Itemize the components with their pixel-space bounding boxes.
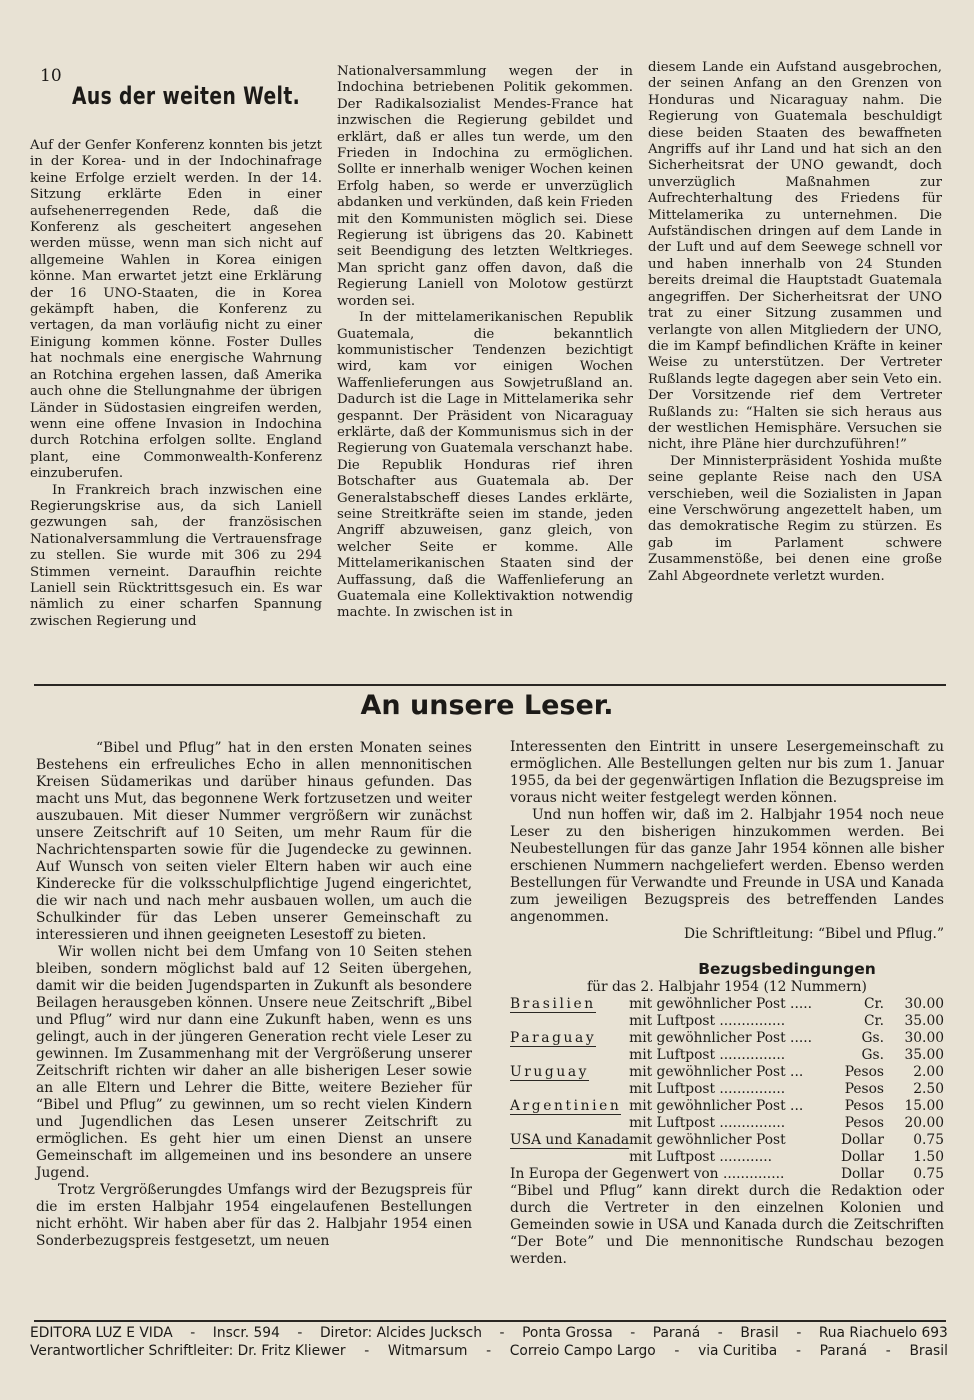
price-amount: 2.00 xyxy=(913,1064,944,1080)
country-label: USA und Kanada xyxy=(510,1132,630,1148)
price-row xyxy=(510,1115,944,1132)
separator: - xyxy=(795,1343,801,1359)
country-label: Paraguay xyxy=(510,1030,597,1046)
imprint-part: Brasil xyxy=(909,1343,948,1359)
paragraph: In der mittelamerikanischen Republik Guatemala, die bekanntlich kommunistischer Tendenzen bezichtigt wird, kam vor einigen Wochen Waffenlieferungen aus Sowjetrußland an. Dadurch ist die Lage in Mittelamerika sehr gespannt. Der Präsident von Nicaraguay erklärte, daß der Kommunismus sich in der Regierung von Guatemala verschanzt habe. Die Republik Honduras rief ihren Botschafter aus Guatemala ab. Der Generalstabscheff dieses Landes erklärte, seine Streitkräfte seien im stande, jeden Angriff abzuweisen, ganz gleich, von welcher Seite er komme. Alle Mittelamerikanischen Staaten sind der Auffassung, daß die Waffenlieferung an Guatemala eine Kollektivaktion notwendig machte. In zwischen ist in xyxy=(337,310,633,621)
paragraph: “Bibel und Pflug” hat in den ersten Monaten seines Bestehens ein erfreuliches Echo in allen mennonitischen Kreisen Südamerikas und darüber hinaus gefunden. Das macht uns Mut, das begonnene Werk fortzusetzen und weiter auszubauen. Mit dieser Nummer vergrößern wir zunächst unsere Zeitschrift auf 10 Seiten, um mehr Raum für die Nachrichtensparten sowie für die Jugendecke zu gewinnen. Auf Wunsch von seiten vieler Eltern haben wir auch eine Kinderecke für die volksschulpflichtige Jugend eingerichtet, die wir nach und nach mehr ausbauen wollen, um auch die Schulkinder für das Leben unserer Gemeinschaft zu interessieren und ihnen geeigneten Lesestoff zu bieten. xyxy=(36,740,472,943)
separator: - xyxy=(885,1343,891,1359)
leser-column-right xyxy=(510,739,944,1268)
paragraph: Trotz Vergrößerungdes Umfangs wird der Bezugspreis für die im ersten Halbjahr 1954 eingelaufenen Bestellungen nicht erhöht. Wir haben aber für das 2. Halbjahr 1954 einen Sonderbezugspreis festgesetzt, um neuen xyxy=(36,1182,472,1249)
price-row xyxy=(510,1149,944,1166)
divider-top xyxy=(34,684,946,686)
imprint-part: Correio Campo Largo xyxy=(509,1343,656,1359)
price-currency: Gs. xyxy=(861,1047,884,1063)
price-country xyxy=(510,996,629,1013)
price-mode: mit gewöhnlicher Post xyxy=(629,1132,786,1148)
price-country xyxy=(510,1166,836,1183)
separator: - xyxy=(486,1343,492,1359)
price-mode: mit gewöhnlicher Post ... xyxy=(629,1064,804,1080)
imprint-line-1 xyxy=(30,1324,948,1342)
section-title: Aus der weiten Welt. xyxy=(72,82,301,110)
price-row xyxy=(510,1098,944,1115)
price-country xyxy=(510,1115,629,1132)
price-currency: Pesos xyxy=(844,1098,884,1114)
separator: - xyxy=(364,1343,370,1359)
paragraph: Interessenten den Eintritt in unsere Lesergemeinschaft zu ermöglichen. Alle Bestellungen gelten nur bis zum 1. Januar 1955, da bei der gegenwärtigen Inflation die Bezugspreise im voraus nicht weiter festgelegt werden können. xyxy=(510,739,944,806)
price-mode: mit Luftpost ............... xyxy=(629,1081,786,1097)
imprint-part: Brasil xyxy=(740,1325,779,1341)
paragraph: Auf der Genfer Konferenz konnten bis jetzt in der Korea- und in der Indochinafrage keine Erfolge erzielt werden. In der 14. Sitzung erklärte Eden in einer aufsehenerregenden Rede, daß die Konferenz als gescheitert angesehen werden müsse, wenn man sich nicht auf allgemeine Wahlen in Korea einigen könne. Man erwartet jetzt eine Erklärung der 16 UNO-Staaten, die in Korea gekämpft haben, die Konferenz zu vertagen, da man vorläufig nicht zu einer Einigung kommen könne. Foster Dulles hat nochmals eine energische Wahrnung an Rotchina ergehen lassen, daß Amerika auch ohne die Stellungnahme der übrigen Länder in Südostasien eingreifen werden, wenn eine offene Invasion in Indochina durch Rotchina erfolgen sollte. England plant, eine Commonwealth-Konferenz einzuberufen. xyxy=(30,138,322,482)
separator: - xyxy=(297,1325,303,1341)
price-country xyxy=(510,1064,629,1081)
divider-bottom xyxy=(34,1320,946,1322)
imprint xyxy=(30,1324,948,1360)
column-1 xyxy=(30,138,322,630)
imprint-part: Witmarsum xyxy=(387,1343,468,1359)
paragraph: diesem Lande ein Aufstand ausgebrochen, der seinen Anfang an den Grenzen von Honduras und Nicaraguay nahm. Die Regierung von Guatemala beschuldigt diese beiden Staaten des bewaffneten Angriffs auf ihr Land und hat sich an den Sicherheitsrat der UNO gewandt, doch unverzüglich Maßnahmen zur Aufrechterhaltung des Friedens für Mittelamerika zu unternehmen. Die Aufständischen dringen auf dem Lande in der Luft und auf dem Seewege schnell vor und haben innerhalb von 24 Stunden bereits dreimal die Hauptstadt Guatemala angegriffen. Der Sicherheitsrat der UNO trat zu einer Sitzung zusammen und verlangte von allen Mitgliedern der UNO, die im Kampf befindlichen Kräfte in keiner Weise zu unterstützen. Der Vertreter Rußlands legte dagegen aber sein Veto ein. Der Vorsitzende rief dem Vertreter Rußlands zu: “Halten sie sich heraus aus der westlichen Hemisphäre. Versuchen sie nicht, ihre Pläne hier durchzuführen!” xyxy=(648,60,942,453)
price-amount: 30.00 xyxy=(904,1030,944,1046)
bezug-footer: “Bibel und Pflug” kann direkt durch die Redaktion oder durch die Vertreter in den einzelnen Kolonien und Gemeinden sowie in USA und Kanada durch die Zeitschriften “Der Bote” und Die mennonitische Rundschau bezogen werden. xyxy=(510,1183,944,1267)
page-number: 10 xyxy=(40,66,62,86)
bezug-intro: für das 2. Halbjahr 1954 (12 Nummern) xyxy=(587,979,867,995)
price-amount: 0.75 xyxy=(913,1132,944,1148)
price-currency: Pesos xyxy=(844,1064,884,1080)
price-row xyxy=(510,1166,944,1183)
price-row xyxy=(510,996,944,1013)
separator: - xyxy=(499,1325,505,1341)
imprint-part: Ponta Grossa xyxy=(522,1325,613,1341)
separator: - xyxy=(717,1325,723,1341)
separator: - xyxy=(674,1343,680,1359)
price-amount: 0.75 xyxy=(913,1166,944,1182)
paragraph: Der Minnisterpräsident Yoshida mußte seine geplante Reise nach den USA verschieben, weil die Sozialisten in Japan eine Verschwörung angezettelt haben, um das demokratische Regim zu stürzen. Es gab im Parlament schwere Zusammenstöße, bei denen eine große Zahl Abgeordnete verletzt wurden. xyxy=(648,453,942,584)
price-amount: 30.00 xyxy=(904,996,944,1012)
column-3 xyxy=(648,60,942,585)
price-row xyxy=(510,1030,944,1047)
price-mode: mit Luftpost ............... xyxy=(629,1115,786,1131)
price-currency: Pesos xyxy=(844,1081,884,1097)
price-row xyxy=(510,1132,944,1149)
bezug-title: Bezugsbedingungen xyxy=(698,960,876,978)
price-currency: Cr. xyxy=(863,1013,884,1029)
separator: - xyxy=(190,1325,196,1341)
imprint-part: EDITORA LUZ E VIDA xyxy=(30,1325,173,1341)
imprint-part: Inscr. 594 xyxy=(212,1325,280,1341)
paragraph: Wir wollen nicht bei dem Umfang von 10 Seiten stehen bleiben, sondern möglichst bald auf 12 Seiten übergehen, damit wir die beiden Jugendsparten in Zukunft als besondere Beilagen herausgeben können. Unsere neue Zeitschrift „Bibel und Pflug” wird nur dann eine Zukunft haben, wenn es uns gelingt, auch in der jüngeren Generation recht viele Leser zu gewinnen. Im Zusammenhang mit der Vergrößerung unserer Zeitschrift richten wir daher an alle bisherigen Leser sowie an alle Eltern und Lehrer die Bitte, weitere Bezieher für “Bibel und Pflug” zu gewinnen, um so recht vielen Kindern und Jugendlichen das Lesen unserer Zeitschrift zu ermöglichen. Es geht hier um einen Dienst an unsere Gemeinschaft im allgemeinen und ins besondere an unsere Jugend. xyxy=(36,944,472,1181)
price-mode: mit gewöhnlicher Post ..... xyxy=(629,1030,812,1046)
price-row xyxy=(510,1047,944,1064)
price-row xyxy=(510,1064,944,1081)
price-currency: Cr. xyxy=(863,996,884,1012)
price-table xyxy=(510,996,944,1183)
price-amount: 35.00 xyxy=(904,1047,944,1063)
country-label: Uruguay xyxy=(510,1064,590,1080)
price-currency: Dollar xyxy=(840,1166,884,1182)
price-mode: mit Luftpost ............... xyxy=(629,1047,786,1063)
leser-column-left xyxy=(36,740,472,1250)
price-amount: 15.00 xyxy=(904,1098,944,1114)
price-country xyxy=(510,1013,629,1030)
paragraph: In Frankreich brach inzwischen eine Regierungskrise aus, da sich Laniell gezwungen sah, der französischen Nationalversammlung die Vertrauensfrage zu stellen. Sie wurde mit 306 zu 294 Stimmen verneint. Daraufhin reichte Laniell sein Rücktrittsgesuch ein. Es war nämlich zu einer scharfen Spannung zwischen Regierung und xyxy=(30,482,322,629)
column-2 xyxy=(337,64,633,622)
signature: Die Schriftleitung: “Bibel und Pflug.” xyxy=(684,926,944,942)
price-amount: 35.00 xyxy=(904,1013,944,1029)
price-currency: Pesos xyxy=(844,1115,884,1131)
paragraph: Nationalversammlung wegen der in Indochina betriebenen Politik gekommen. Der Radikalsozialist Mendes-France hat inzwischen die Regierung gebildet und erklärt, daß er alles tun werde, um den Frieden in Indochina zu ermöglichen. Sollte er innerhalb weniger Wochen keinen Erfolg haben, so werde er unverzüglich abdanken und verkünden, daß kein Frieden mit den Kommunisten möglich sei. Diese Regierung ist übrigens das 20. Kabinett seit Beendigung des letzten Weltkrieges. Man spricht ganz offen davon, daß die Regierung Laniell von Molotow gestürzt worden sei. xyxy=(337,64,633,309)
imprint-part: Paraná xyxy=(819,1343,868,1359)
price-currency: Gs. xyxy=(861,1030,884,1046)
price-mode: mit Luftpost ............ xyxy=(629,1149,773,1165)
separator: - xyxy=(796,1325,802,1341)
headline: An unsere Leser. xyxy=(360,690,614,721)
price-country xyxy=(510,1149,629,1166)
country-label: Argentinien xyxy=(510,1098,622,1114)
price-country xyxy=(510,1081,629,1098)
price-country xyxy=(510,1132,629,1149)
imprint-part: via Curitiba xyxy=(698,1343,778,1359)
separator: - xyxy=(630,1325,636,1341)
price-amount: 2.50 xyxy=(913,1081,944,1097)
price-mode: mit gewöhnlicher Post ... xyxy=(629,1098,804,1114)
paragraph: Und nun hoffen wir, daß im 2. Halbjahr 1954 noch neue Leser zu den bisherigen hinzukommen werden. Bei Neubestellungen für das ganze Jahr 1954 können alle bisher erschienen Nummern nachgeliefert werden. Ebenso werden Bestellungen für Verwandte und Freunde in USA und Kanada zum jeweiligen Bezugspreis des betreffenden Landes angenommen. xyxy=(510,807,944,925)
price-currency: Dollar xyxy=(840,1132,884,1148)
country-label: In Europa der Gegenwert von xyxy=(510,1166,719,1182)
price-mode: mit Luftpost ............... xyxy=(629,1013,786,1029)
imprint-line-2 xyxy=(30,1342,948,1360)
imprint-part: Diretor: Alcides Jucksch xyxy=(319,1325,482,1341)
price-mode: mit gewöhnlicher Post ..... xyxy=(629,996,812,1012)
imprint-part: Rua Riachuelo 693 xyxy=(818,1325,948,1341)
price-amount: 1.50 xyxy=(913,1149,944,1165)
price-country xyxy=(510,1098,629,1115)
imprint-part: Verantwortlicher Schriftleiter: Dr. Fritz Kliewer xyxy=(30,1343,346,1359)
price-row xyxy=(510,1081,944,1098)
imprint-part: Paraná xyxy=(652,1325,701,1341)
price-mode: .............. xyxy=(722,1166,785,1182)
price-country xyxy=(510,1030,629,1047)
price-currency: Dollar xyxy=(840,1149,884,1165)
country-label: Brasilien xyxy=(510,996,596,1012)
price-amount: 20.00 xyxy=(904,1115,944,1131)
price-row xyxy=(510,1013,944,1030)
price-country xyxy=(510,1047,629,1064)
